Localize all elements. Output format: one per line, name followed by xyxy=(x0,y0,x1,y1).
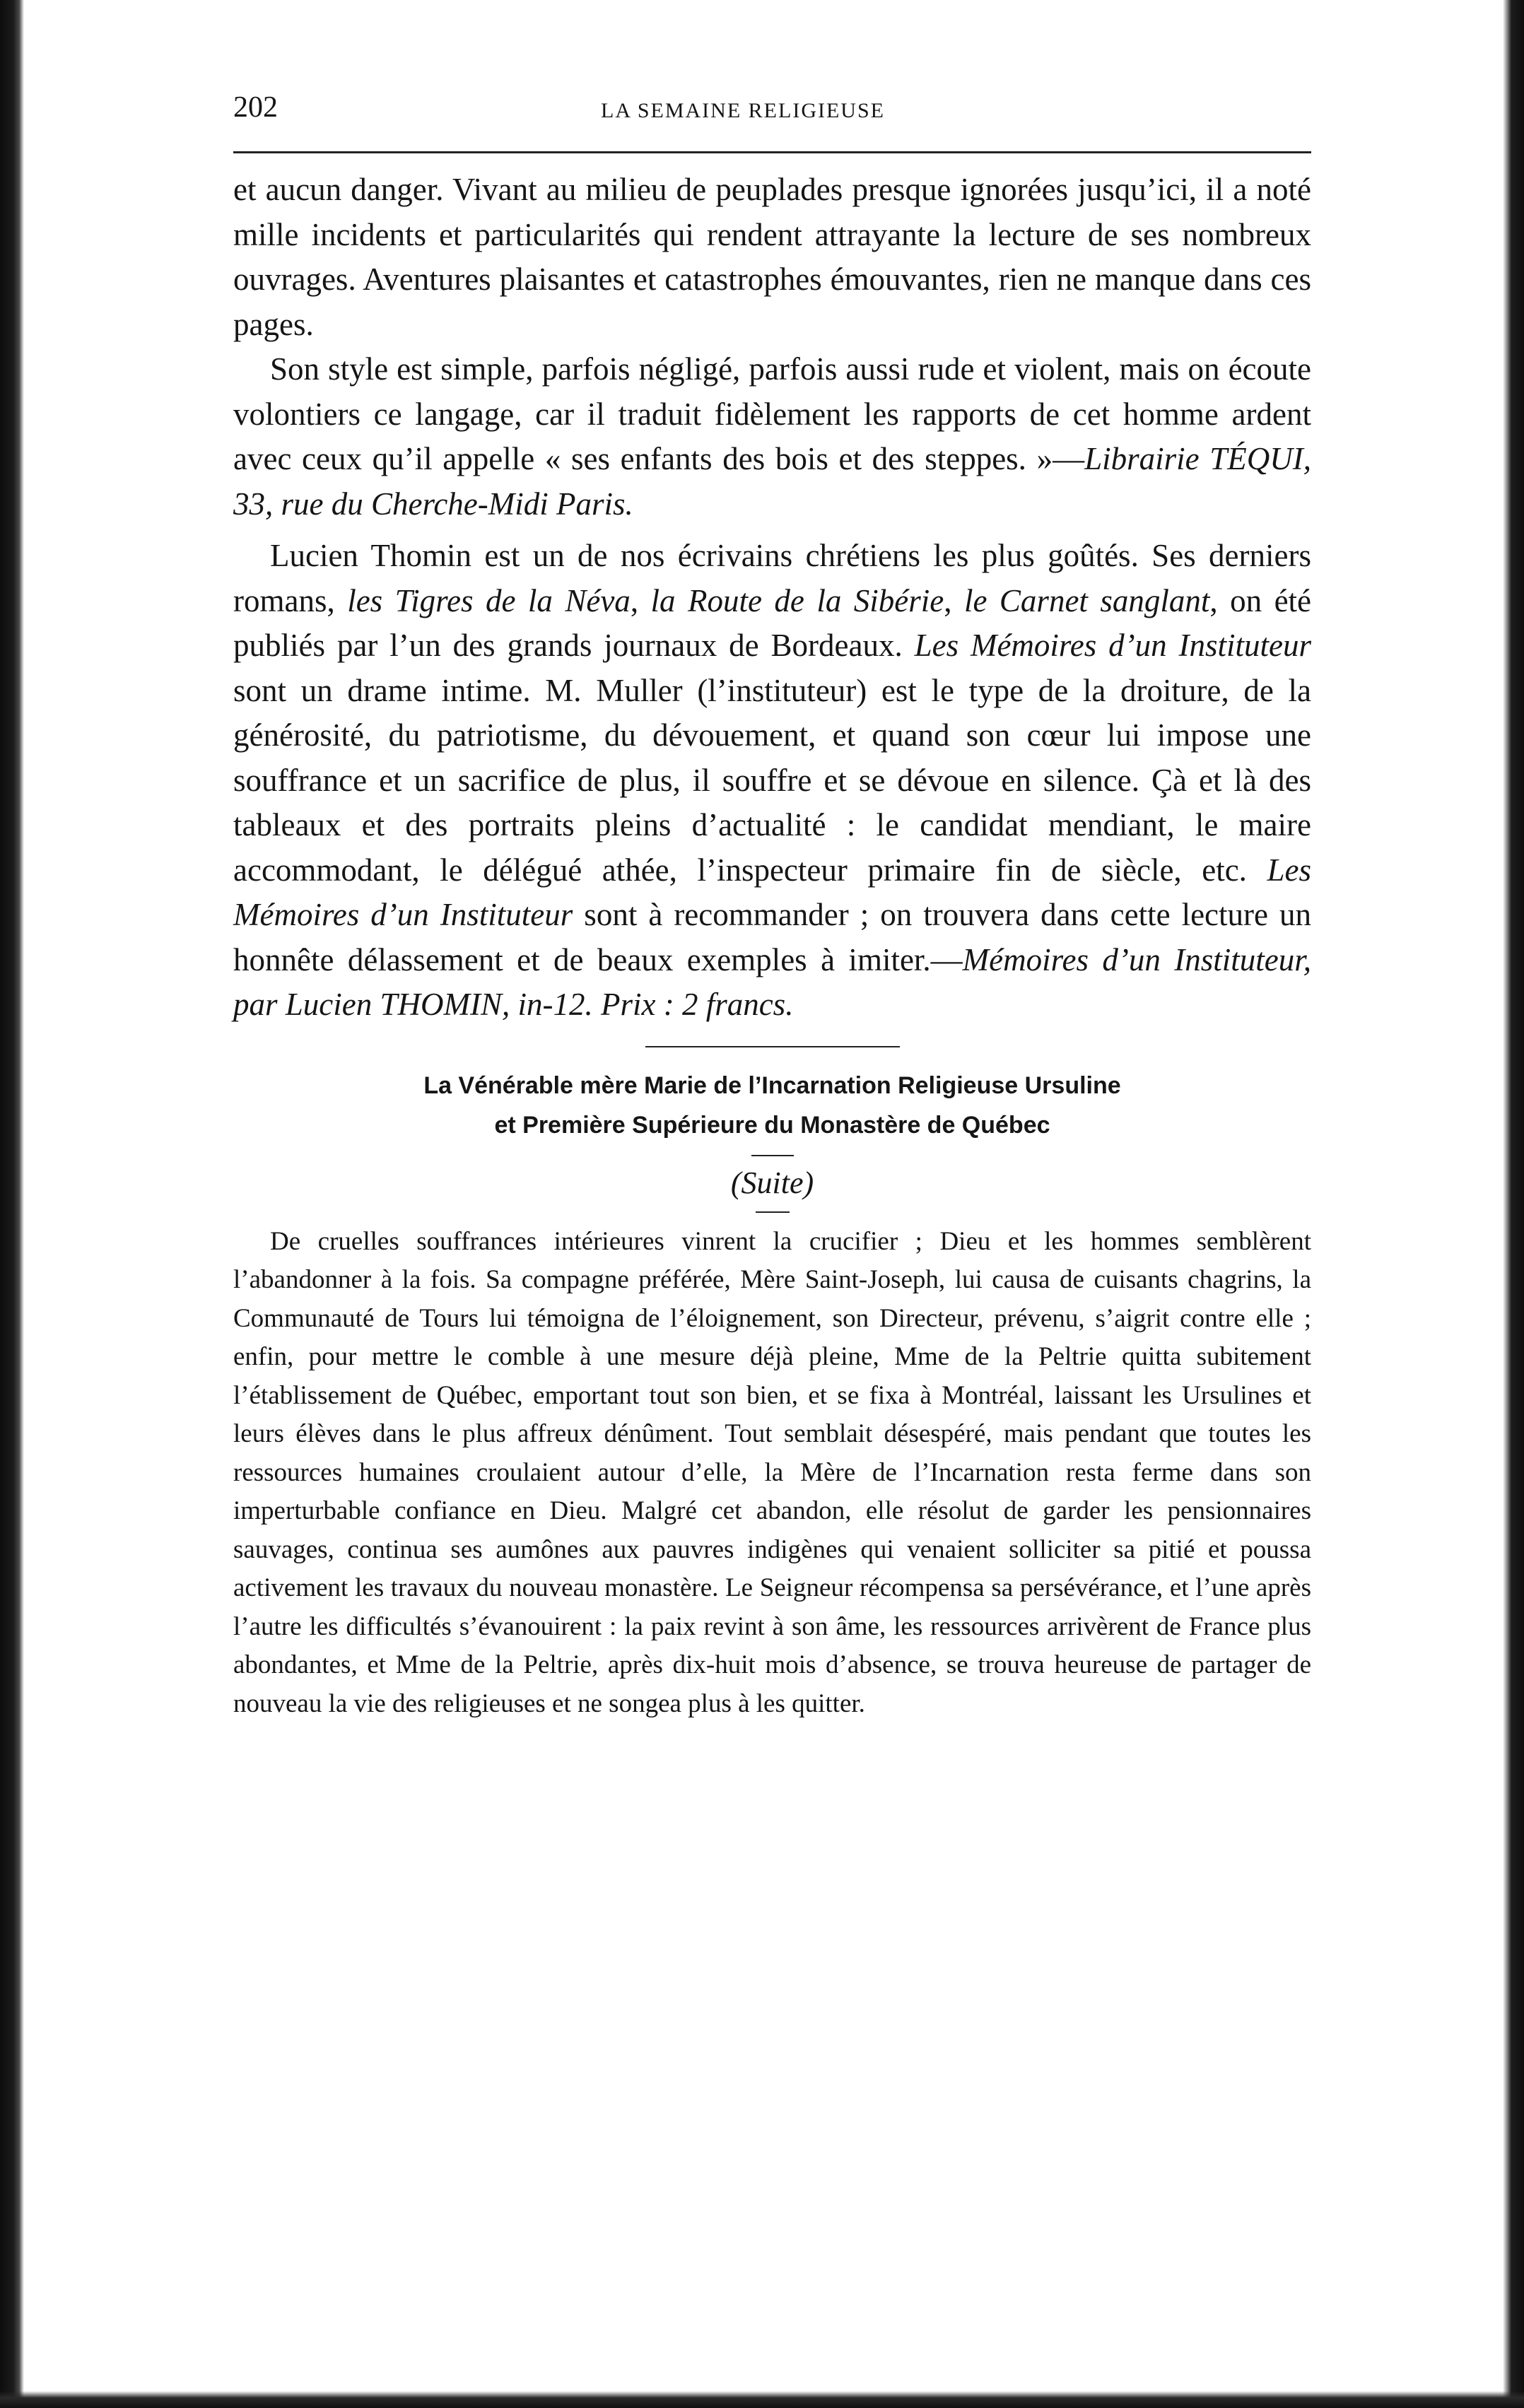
title-memoires-instituteur-2: Les Mémoires d’un Instituteur xyxy=(233,852,1311,932)
review-2-citation: Mémoires d’un Instituteur, par Lucien THOMIN, in-12. Prix : 2 francs. xyxy=(233,941,1311,1022)
review-2-text-1: Lucien Thomin est un de nos écrivains chrétiens les plus goûtés. Ses derniers romans, xyxy=(233,538,1311,618)
review-1-paragraph-2 xyxy=(233,347,1311,527)
title-tigres-de-la-neva: les Tigres de la Néva xyxy=(347,582,631,618)
scan-edge-bottom xyxy=(0,2391,1524,2408)
continued-label: (Suite) xyxy=(730,1165,814,1200)
page xyxy=(233,85,1311,1723)
article-title xyxy=(233,1066,1311,1145)
continued-rule xyxy=(756,1211,790,1213)
article-title-line-1: La Vénérable mère Marie de l’Incarnation Religieuse Ursuline xyxy=(423,1071,1121,1099)
article-body: De cruelles souffrances intérieures vinrent la crucifier ; Dieu et les hommes semblèrent l’abandonner à la fois. Sa compagne préférée, Mère Saint-Joseph, lui causa de cuisants chagrins, la Communauté de Tours lui témoigna de l’éloignement, son Directeur, prévenu, s’aigrit contre elle ; enfin, pour mettre le comble à une mesure déjà pleine, Mme de la Peltrie quitta subitement l’établissement de Québec, emportant tout son bien, et se fixa à Montréal, laissant les Ursulines et leurs élèves dans le plus affreux dénûment. Tout semblait désespéré, mais pendant que toutes les ressources humaines croulaient autour d’elle, la Mère de l’Incarnation resta ferme dans son imperturbable confiance en Dieu. Malgré cet abandon, elle résolut de garder les pensionnaires sauvages, continua ses aumônes aux pauvres indigènes qui venaient solliciter sa pitié et poussa activement les travaux du nouveau monastère. Le Seigneur récompensa sa persévérance, et l’une après l’autre les difficultés s’évanouirent : la paix revint à son âme, les ressources arrivèrent de France plus abondantes, et Mme de la Peltrie, après dix-huit mois d’absence, se trouva heureuse de partager de nouveau la vie des religieuses et ne songea plus à les quitter. xyxy=(233,1226,1311,1718)
title-memoires-instituteur-1: Les Mémoires d’un Instituteur xyxy=(914,628,1311,663)
review-2-text-5: sont un drame intime. M. Muller (l’instituteur) est le type de la droiture, de la générosité, du patriotisme, du dévouement, et quand son cœur lui impose une souffrance et un sacrifice de plus, il souffre et se dévoue en silence. Çà et là des tableaux et des portraits pleins d’actualité : le candidat mendiant, le maire accommodant, le délégué athée, l’inspecteur primaire fin de siècle, etc. xyxy=(233,672,1311,888)
review-1-citation: Librairie TÉQUI, 33, rue du Cherche-Midi Paris. xyxy=(233,441,1311,522)
running-title: LA SEMAINE RELIGIEUSE xyxy=(601,99,885,122)
review-2-text-3: , xyxy=(944,582,964,618)
article-title-line-2: et Première Supérieure du Monastère de Québec xyxy=(494,1111,1050,1139)
page-number: 202 xyxy=(233,91,278,124)
section-divider xyxy=(645,1046,900,1047)
title-route-de-la-siberie: la Route de la Sibérie xyxy=(650,582,944,618)
title-rule xyxy=(751,1155,794,1156)
review-1-paragraph-2-text: Son style est simple, parfois négligé, parfois aussi rude et violent, mais on écoute volontiers ce langage, car il traduit fidèlement les rapports de cet homme ardent avec ceux qu’il appelle « ses enfants des bois et des steppes. »— xyxy=(233,351,1311,476)
scan-edge-left xyxy=(0,0,24,2408)
review-2-paragraph xyxy=(233,534,1311,1028)
review-2-text-4: , on été publiés par l’un des grands journaux de Bordeaux. xyxy=(233,582,1312,663)
review-2-text-2: , xyxy=(630,582,651,618)
review-2-text-6: sont à recommander ; on trouvera dans cette lecture un honnête délassement et de beaux exemples à imiter.— xyxy=(233,897,1311,977)
header-rule xyxy=(233,151,1311,153)
page-body xyxy=(233,168,1311,1723)
review-1-paragraph-1: et aucun danger. Vivant au milieu de peuplades presque ignorées jusqu’ici, il a noté mille incidents et particularités qui rendent attrayante la lecture de ses nombreux ouvrages. Aventures plaisantes et catastrophes émouvantes, rien ne manque dans ces pages. xyxy=(233,172,1311,342)
scan-edge-right xyxy=(1503,0,1524,2408)
title-carnet-sanglant: le Carnet sanglant xyxy=(963,582,1210,618)
running-head xyxy=(233,85,1311,136)
